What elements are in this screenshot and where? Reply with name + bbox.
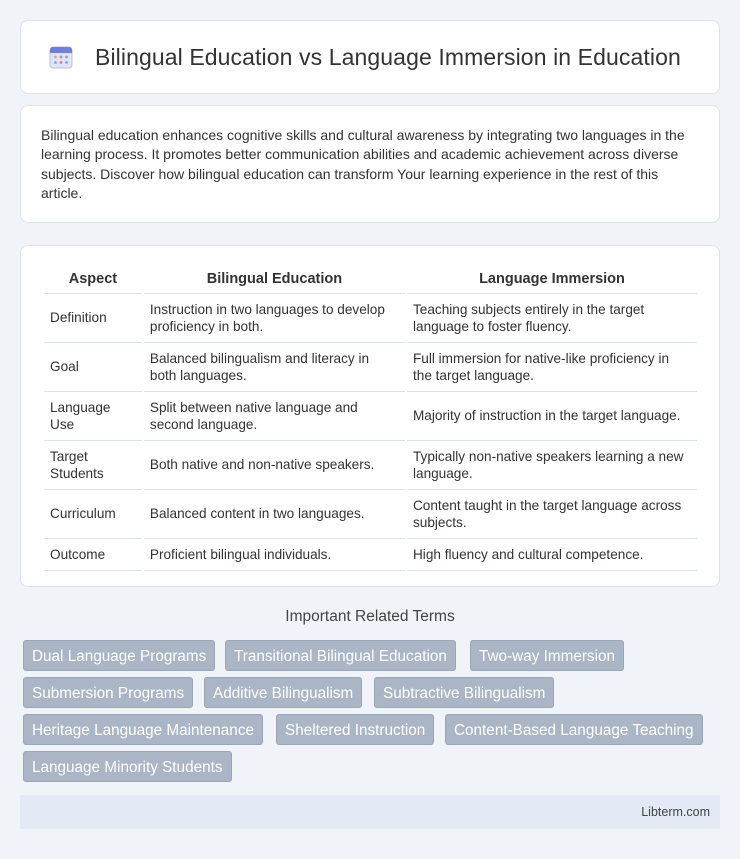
table-header-row bbox=[44, 264, 697, 294]
table-row bbox=[44, 539, 697, 571]
related-term-tag[interactable]: Two-way Immersion bbox=[470, 640, 624, 671]
related-term-tag[interactable]: Content-Based Language Teaching bbox=[445, 714, 703, 745]
related-term-tag[interactable]: Submersion Programs bbox=[23, 677, 193, 708]
table-cell: Proficient bilingual individuals. bbox=[144, 539, 405, 571]
table-cell: Balanced bilingualism and literacy in both languages. bbox=[144, 343, 405, 392]
intro-text: Bilingual education enhances cognitive skills and cultural awareness by integrating two languages in the learning process. It promotes better communication abilities and academic achievement across diverse subjects. Discover how bilingual education can transform Your learning experience in the rest of this article. bbox=[41, 127, 685, 201]
table-cell: High fluency and cultural competence. bbox=[407, 539, 697, 571]
table-row bbox=[44, 441, 697, 490]
related-term-tag[interactable]: Transitional Bilingual Education bbox=[225, 640, 456, 671]
table-cell: Language Use bbox=[44, 392, 142, 441]
table-cell: Both native and non-native speakers. bbox=[144, 441, 405, 490]
page-title: Bilingual Education vs Language Immersion in Education bbox=[95, 43, 681, 70]
column-header: Language Immersion bbox=[407, 264, 697, 294]
comparison-table-card bbox=[20, 245, 720, 587]
table-cell: Curriculum bbox=[44, 490, 142, 539]
related-term-tag[interactable]: Heritage Language Maintenance bbox=[23, 714, 263, 745]
related-term-tag[interactable]: Subtractive Bilingualism bbox=[374, 677, 554, 708]
related-terms-title: Important Related Terms bbox=[285, 608, 455, 625]
footer-site-link[interactable]: Libterm.com bbox=[641, 805, 710, 819]
table-row bbox=[44, 343, 697, 392]
related-term-tag[interactable]: Language Minority Students bbox=[23, 751, 232, 782]
table-cell: Content taught in the target language across subjects. bbox=[407, 490, 697, 539]
column-header: Bilingual Education bbox=[144, 264, 405, 294]
header-card bbox=[20, 20, 720, 94]
comparison-table bbox=[42, 264, 699, 571]
table-row bbox=[44, 392, 697, 441]
column-header: Aspect bbox=[44, 264, 142, 294]
table-cell: Full immersion for native-like proficiency in the target language. bbox=[407, 343, 697, 392]
table-cell: Outcome bbox=[44, 539, 142, 571]
related-term-tag[interactable]: Dual Language Programs bbox=[23, 640, 215, 671]
related-term-tag[interactable]: Sheltered Instruction bbox=[276, 714, 434, 745]
table-cell: Typically non-native speakers learning a new language. bbox=[407, 441, 697, 490]
table-cell: Target Students bbox=[44, 441, 142, 490]
table-row bbox=[44, 294, 697, 343]
table-cell: Teaching subjects entirely in the target language to foster fluency. bbox=[407, 294, 697, 343]
related-term-tag[interactable]: Additive Bilingualism bbox=[204, 677, 362, 708]
intro-card bbox=[20, 105, 720, 223]
table-cell: Goal bbox=[44, 343, 142, 392]
table-cell: Split between native language and second language. bbox=[144, 392, 405, 441]
table-row bbox=[44, 490, 697, 539]
table-cell: Balanced content in two languages. bbox=[144, 490, 405, 539]
calendar-icon bbox=[47, 43, 75, 71]
table-cell: Majority of instruction in the target language. bbox=[407, 392, 697, 441]
table-cell: Instruction in two languages to develop proficiency in both. bbox=[144, 294, 405, 343]
footer bbox=[20, 795, 720, 829]
table-cell: Definition bbox=[44, 294, 142, 343]
